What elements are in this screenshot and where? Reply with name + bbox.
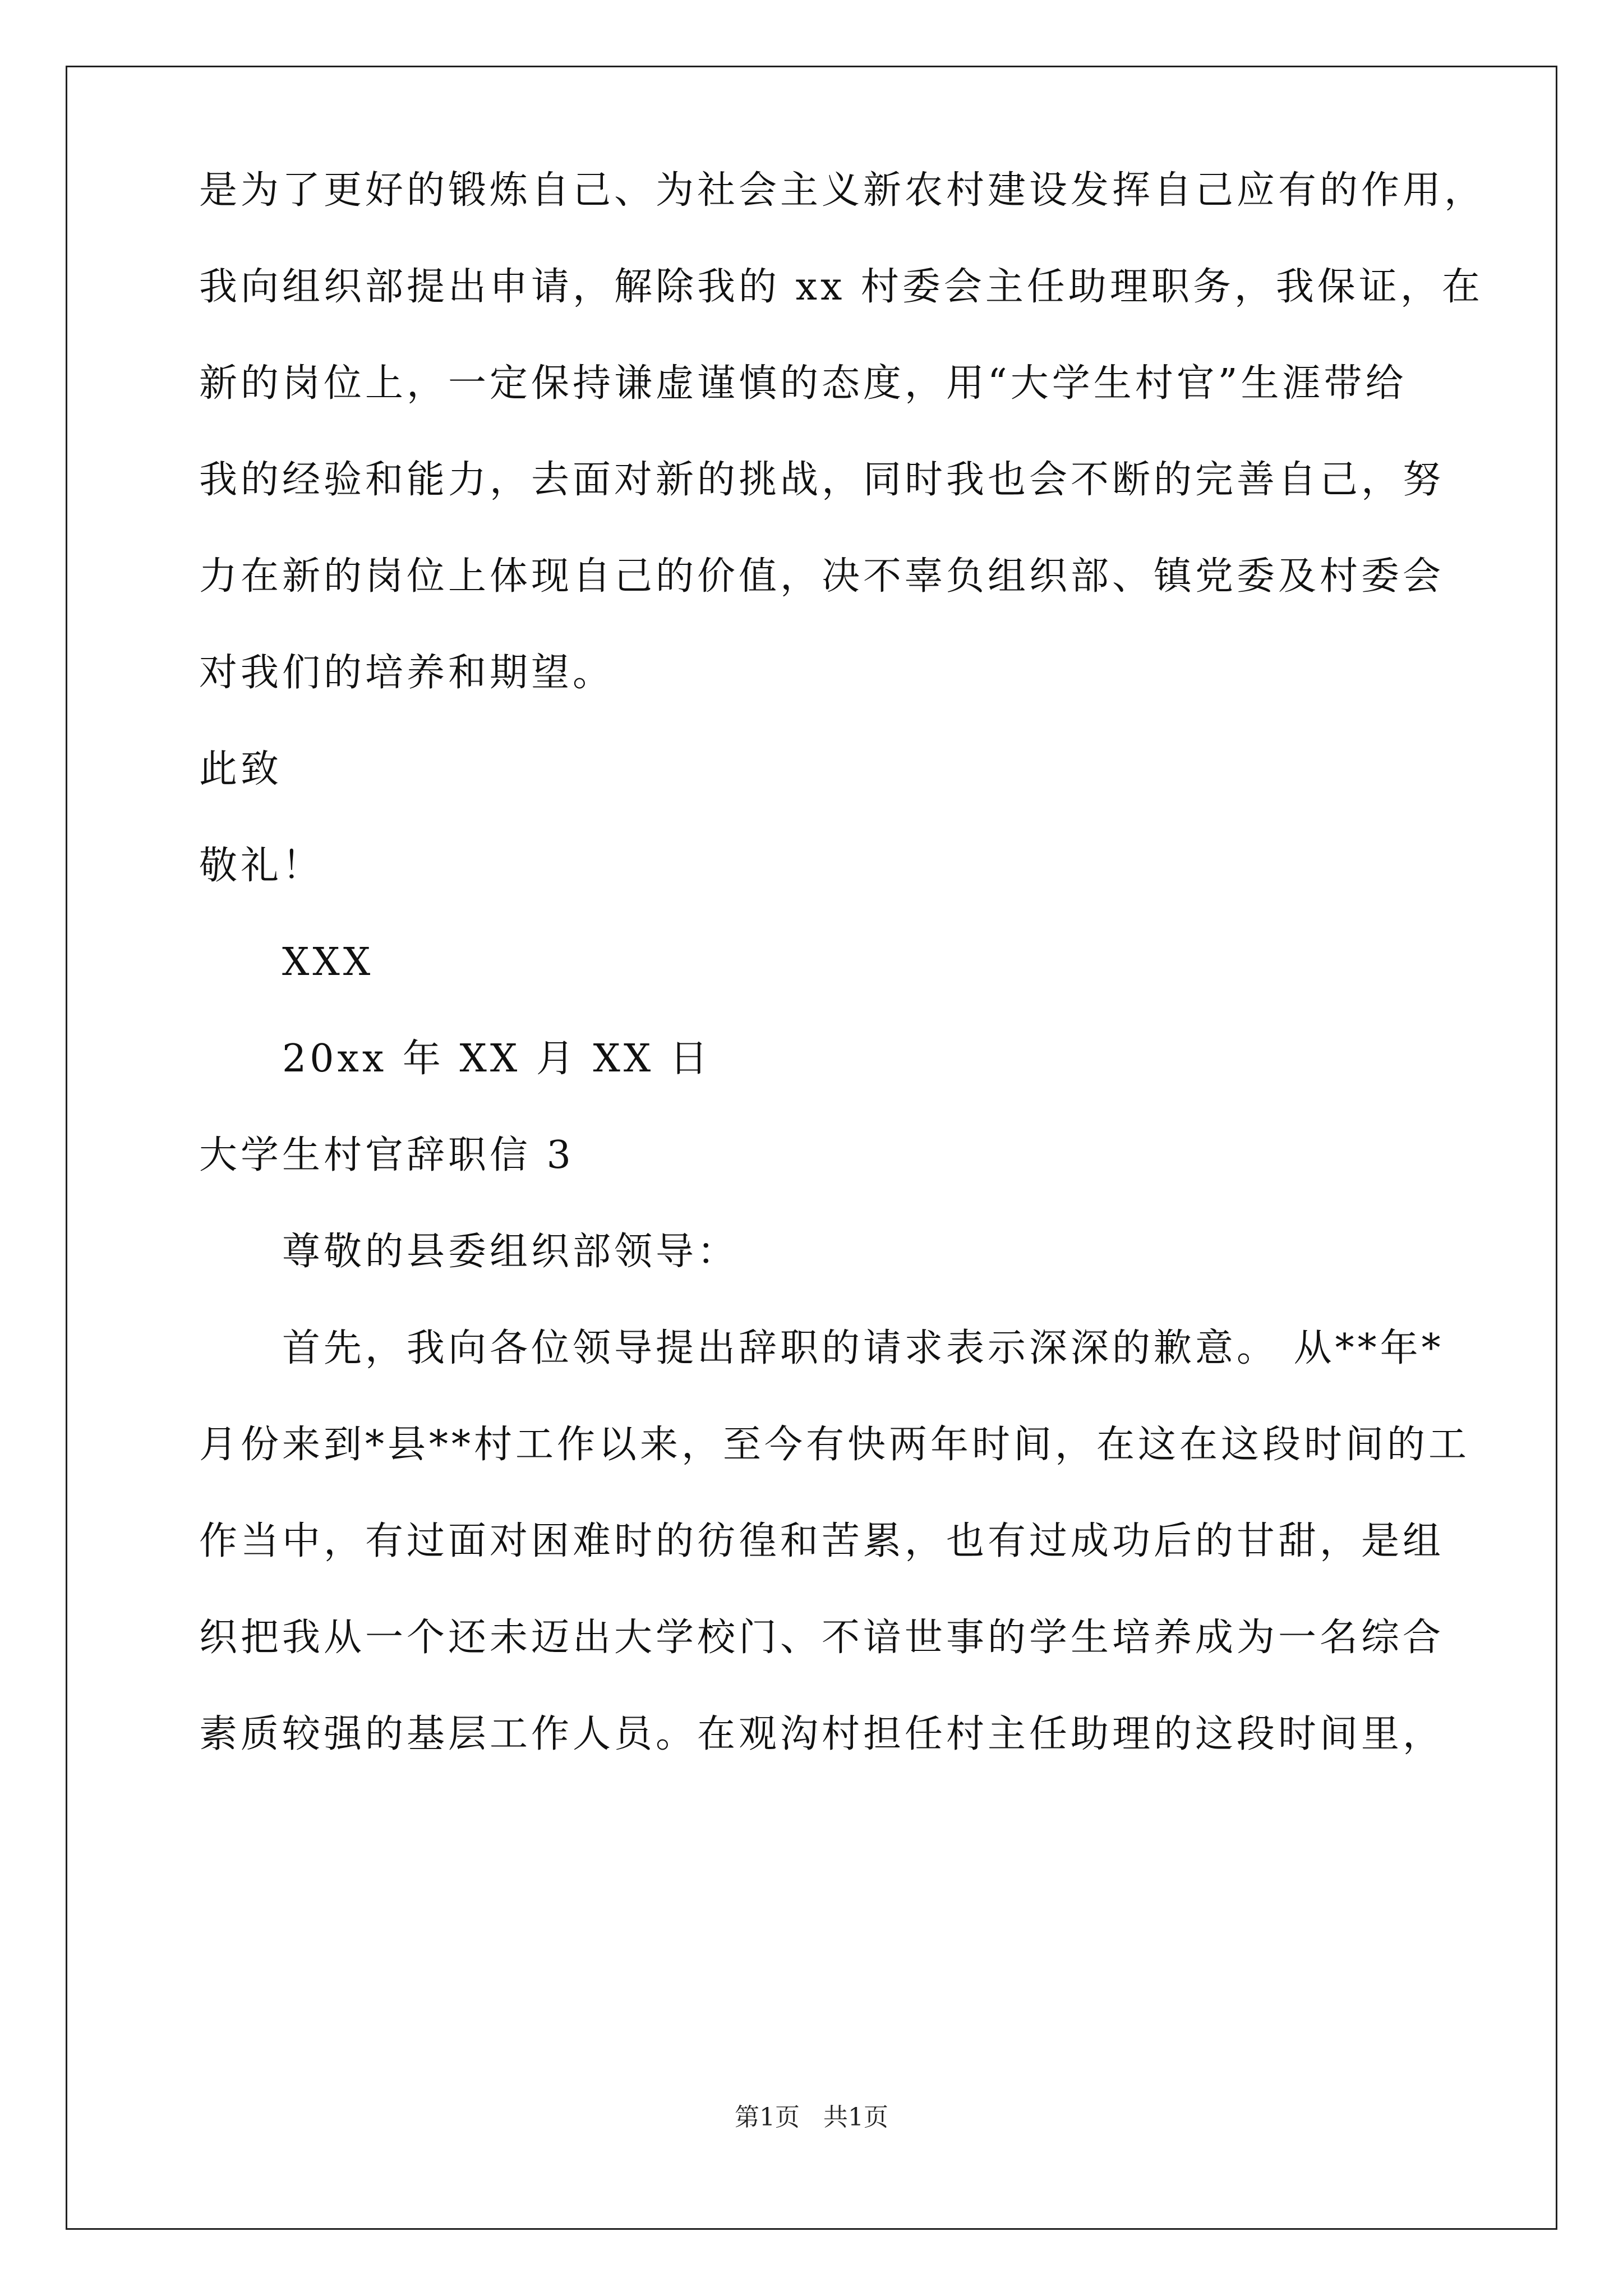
signature-name: XXX xyxy=(282,940,374,984)
body-text-line: 素质较强的基层工作人员。在观沟村担任村主任助理的这段时间里， xyxy=(199,1712,1445,1756)
salutation-line: 此致 xyxy=(199,747,283,792)
body-text-line: 首先，我向各位领导提出辞职的请求表示深深的歉意。 从**年* xyxy=(282,1326,1444,1370)
body-text-line: 作当中，有过面对困难时的彷徨和苦累，也有过成功后的甘甜，是组 xyxy=(199,1519,1445,1563)
body-text-line: 我向组织部提出申请，解除我的 xx 村委会主任助理职务，我保证，在 xyxy=(199,265,1483,309)
body-text-line: 月份来到*县**村工作以来，至今有快两年时间，在这在这段时间的工 xyxy=(199,1423,1470,1467)
signature-date: 20xx 年 XX 月 XX 日 xyxy=(282,1037,711,1081)
body-text-line: 是为了更好的锻炼自己、为社会主义新农村建设发挥自己应有的作用， xyxy=(199,168,1486,213)
body-text-line: 力在新的岗位上体现自己的价值，决不辜负组织部、镇党委及村委会 xyxy=(199,554,1445,599)
body-text-line: 我的经验和能力，去面对新的挑战，同时我也会不断的完善自己，努 xyxy=(199,458,1445,502)
letter-greeting: 尊敬的县委组织部领导： xyxy=(282,1230,739,1274)
salutation-line: 敬礼！ xyxy=(199,844,324,888)
body-text-line: 织把我从一个还未迈出大学校门、不谙世事的学生培养成为一名综合 xyxy=(199,1616,1445,1660)
section-title: 大学生村官辞职信 3 xyxy=(199,1133,574,1177)
body-text-line: 新的岗位上，一定保持谦虚谨慎的态度，用“大学生村官”生涯带给 xyxy=(199,361,1407,406)
page-footer: 第1页 共1页 xyxy=(735,2103,888,2132)
body-text-line: 对我们的培养和期望。 xyxy=(199,651,615,695)
